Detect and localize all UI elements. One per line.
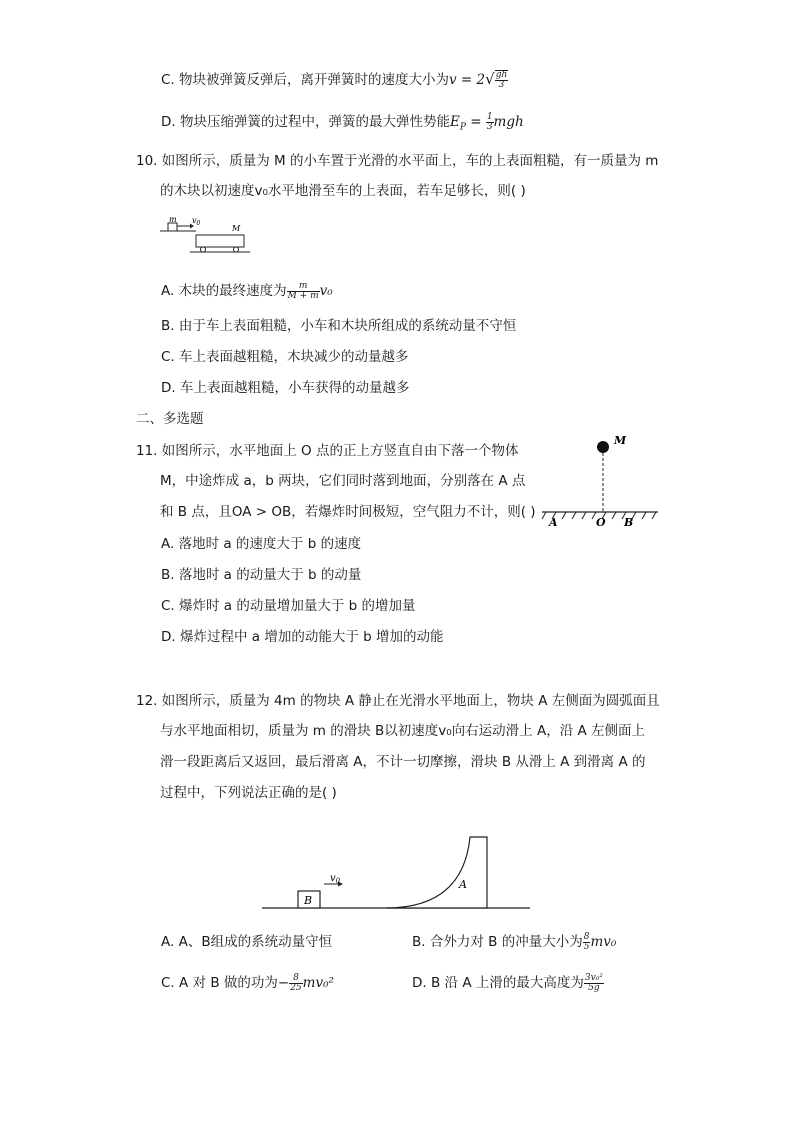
fig-label-v0: $v_0$ — [192, 216, 201, 227]
q9-option-d-text: D. 物块压缩弹簧的过程中，弹簧的最大弹性势能 — [161, 114, 450, 130]
object-M — [597, 441, 609, 453]
fig-label-A: A — [459, 878, 467, 891]
q9-option-d-frac-num: 1 — [486, 111, 493, 122]
q11-option-c: C. 爆炸时 a 的动量增加量大于 b 的增加量 — [161, 598, 416, 614]
q9-option-c — [161, 69, 508, 90]
q12-stem-line3: 滑一段距离后又返回，最后滑离 A，不计一切摩擦，滑块 B 从滑上 A 到滑离 A 的 — [160, 754, 646, 770]
q10-option-d: D. 车上表面越粗糙，小车获得的动量越多 — [161, 380, 410, 396]
q11-option-b: B. 落地时 a 的动量大于 b 的动量 — [161, 567, 362, 583]
q11-explosion-figure — [538, 430, 663, 530]
fig-label-O: O — [596, 516, 606, 529]
q12-option-d — [412, 973, 604, 993]
q10-stem-line1: 10. 如图所示，质量为 M 的小车置于光滑的水平面上，车的上表面粗糙，有一质量为 m — [136, 153, 659, 169]
q11-option-a: A. 落地时 a 的速度大于 b 的速度 — [161, 536, 362, 552]
q9-option-c-sqrt-num: gh — [495, 70, 508, 80]
fig-label-m: m — [169, 215, 177, 224]
section-title: 二、多选题 — [136, 411, 204, 427]
q12-stem-line2: 与水平地面相切，质量为 m 的滑块 B以初速度v₀向右运动滑上 A，沿 A 左侧面上 — [160, 723, 646, 739]
fig-label-B: B — [304, 894, 313, 907]
q10-option-a — [161, 281, 333, 301]
wheel-right-icon — [234, 247, 239, 252]
q10-option-a-frac — [287, 282, 320, 301]
q12-option-c — [161, 973, 334, 993]
q11-stem-line3: 和 B 点，且OA > OB，若爆炸时间极短，空气阻力不计，则( ) — [160, 504, 536, 520]
q12-option-c-text: C. A 对 B 做的功为− — [161, 975, 290, 991]
sqrt-sign-icon: √ — [485, 70, 495, 88]
q9-option-d — [161, 112, 524, 138]
q12-option-c-frac-den: 25 — [290, 982, 302, 993]
q10-option-a-tail: v₀ — [319, 283, 333, 299]
block-A-curved — [386, 837, 487, 908]
q9-option-c-formula: v = 2 — [449, 72, 486, 88]
q9-option-d-rhs: mgh — [493, 114, 524, 130]
q10-option-a-frac-num: m — [287, 282, 320, 292]
q9-option-d-sub: P — [459, 122, 466, 133]
q10-option-a-frac-den: M + m — [287, 290, 319, 301]
q12-option-c-tail: mv₀² — [302, 975, 334, 991]
q12-option-d-text: D. B 沿 A 上滑的最大高度为 — [412, 975, 584, 991]
q11-stem-line1: 11. 如图所示，水平地面上 O 点的正上方竖直自由下落一个物体 — [136, 443, 519, 459]
q12-stem-line4: 过程中，下列说法正确的是( ) — [160, 785, 337, 801]
q12-option-c-frac — [289, 974, 302, 993]
q12-option-b-text: B. 合外力对 B 的冲量大小为 — [412, 934, 583, 950]
q12-stem-line1: 12. 如图所示，质量为 4m 的物块 A 静止在光滑水平地面上，物块 A 左侧面为圆弧面且 — [136, 693, 660, 709]
q12-option-a: A. A、B组成的系统动量守恒 — [161, 934, 333, 950]
q10-option-b: B. 由于车上表面粗糙，小车和木块所组成的系统动量不守恒 — [161, 318, 517, 334]
wheel-left-icon — [201, 247, 206, 252]
q11-stem-line2: M，中途炸成 a，b 两块，它们同时落到地面，分别落在 A 点 — [160, 473, 526, 489]
q12-option-b — [412, 932, 616, 952]
q9-option-c-sqrt-frac — [495, 70, 509, 90]
fig-label-B: B — [624, 516, 634, 529]
q10-cart-figure — [160, 214, 260, 256]
q12-option-d-frac-num: 3v₀² — [584, 972, 603, 983]
q12-option-c-frac-num: 8 — [289, 974, 302, 984]
fig-label-M: M — [232, 224, 241, 233]
fig-label-v0: $v_0$ — [330, 873, 341, 885]
q10-option-a-text: A. 木块的最终速度为 — [161, 283, 287, 299]
fig-label-M: M — [614, 434, 627, 447]
q10-option-c: C. 车上表面越粗糙，木块减少的动量越多 — [161, 349, 409, 365]
q9-option-d-eq: = — [465, 114, 486, 130]
q9-option-c-text: C. 物块被弹簧反弹后，离开弹簧时的速度大小为 — [161, 72, 450, 88]
q12-option-d-frac — [584, 974, 604, 993]
cart-M — [196, 235, 244, 247]
q9-option-d-frac-den: 3 — [486, 121, 493, 132]
q12-option-d-frac-den: 5g — [588, 982, 600, 993]
q9-option-d-frac — [486, 113, 494, 132]
fig-label-A: A — [549, 516, 558, 529]
q9-option-c-sqrt-den: 3 — [498, 80, 505, 90]
q11-option-d: D. 爆炸过程中 a 增加的动能大于 b 增加的动能 — [161, 629, 444, 645]
block-m — [168, 223, 177, 231]
q12-ramp-figure — [258, 830, 533, 915]
q9-option-d-e: E — [449, 114, 460, 130]
q12-option-b-tail: mv₀ — [590, 934, 617, 950]
q10-stem-line2: 的木块以初速度v₀水平地滑至车的上表面，若车足够长，则( ) — [160, 183, 526, 199]
q12-option-b-frac-den: 5 — [583, 941, 590, 952]
q12-option-b-frac-num: 8 — [583, 931, 590, 942]
